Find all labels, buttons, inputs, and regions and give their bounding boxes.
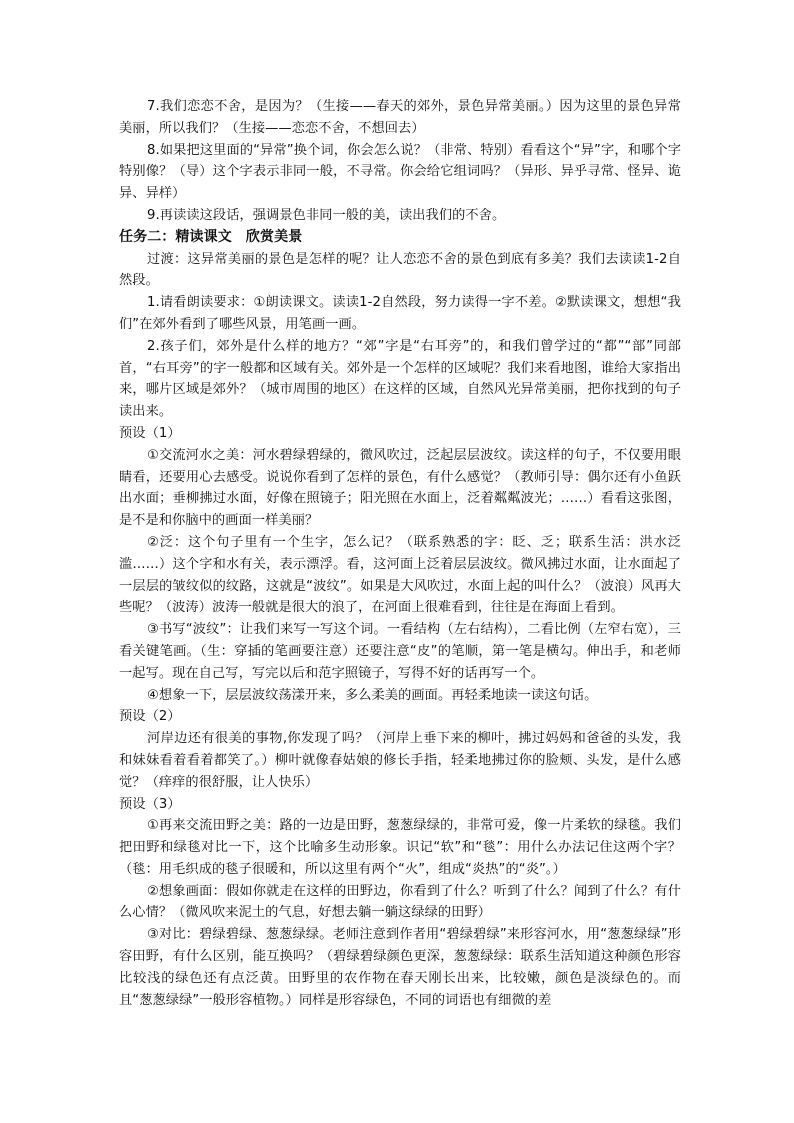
paragraph-9: 9.再读读这段话，强调景色非同一般的美，读出我们的不舍。 bbox=[147, 207, 506, 223]
preset-label-3: 预设（3） bbox=[119, 796, 181, 812]
writing-wenwen-paragraph: ③书写“波纹”：让我们来写一写这个词。一看结构（左右结构），二看比例（左窄右宽），三看关键笔画。（生：穿插的笔画要注意）还要注意“皮”的笔顺，第一笔是横勾。伸出手，和老师一起写。现在自己写，写完以后和范字照镜子，写得不好的话再写一个。 bbox=[119, 622, 681, 681]
imagine-ripples-paragraph: ④想象一下，层层波纹荡漾开来，多么柔美的画面。再轻柔地读一读这句话。 bbox=[147, 687, 598, 703]
preset-label-1: 预设（1） bbox=[119, 425, 181, 441]
imagine-scene-paragraph: ②想象画面：假如你就走在这样的田野边，你看到了什么？听到了什么？闻到了什么？有什么心情？（微风吹来泥土的气息，好想去躺一躺这绿绿的田野） bbox=[119, 883, 681, 921]
reading-requirement-paragraph: 1.请看朗读要求：①朗读课文。读读1-2自然段，努力读得一字不差。②默读课文，想想“我们”在郊外看到了哪些风景，用笔画一画。 bbox=[119, 295, 681, 332]
transition-paragraph: 过渡：这异常美丽的景色是怎样的呢？让人恋恋不舍的景色到底有多美？我们去读读1-2自然段。 bbox=[119, 251, 681, 289]
document-page bbox=[119, 96, 681, 1011]
task-two-heading: 任务二：精读课文 欣赏美景 bbox=[119, 228, 303, 245]
paragraph-7: 7.我们恋恋不舍，是因为？（生接——春天的郊外，景色异常美丽。）因为这里的景色异常美丽，所以我们？（生接——恋恋不舍，不想回去） bbox=[119, 99, 681, 136]
field-beauty-paragraph: ①再来交流田野之美：路的一边是田野，葱葱绿绿的，非常可爱，像一片柔软的绿毯。我们把田野和绿毯对比一下，这个比喻多生动形象。识记“软”和“毯”：用什么办法记住这两个字？（毯：用毛织成的毯子很暖和，所以这里有两个“火”，组成“炎热”的“炎”。） bbox=[119, 818, 681, 877]
riverbank-paragraph: 河岸边还有很美的事物,你发现了吗？（河岸上垂下来的柳叶，拂过妈妈和爸爸的头发，我和妹妹看着看着都笑了。）柳叶就像春姑娘的修长手指，轻柔地拂过你的脸颊、头发，是什么感觉？（痒痒的很舒服，让人快乐） bbox=[119, 731, 681, 790]
paragraph-8: 8.如果把这里面的“异常”换个词，你会怎么说？（非常、特别）看看这个“异”字，和哪个字特别像？（导）这个字表示非同一般，不寻常。你会给它组词吗？（异形、异乎寻常、怪异、诡异、异样） bbox=[119, 142, 681, 202]
river-beauty-paragraph: ①交流河水之美：河水碧绿碧绿的，微风吹过，泛起层层波纹。读这样的句子，不仅要用眼睛看，还要用心去感受。说说你看到了怎样的景色，有什么感觉？（教师引导：偶尔还有小鱼跃出水面；垂柳拂过水面，好像在照镜子；阳光照在水面上，泛着粼粼波光；……）看看这张图，是不是和你脑中的画面一样美丽？ bbox=[119, 447, 681, 529]
suburb-paragraph: 2.孩子们，郊外是什么样的地方？“郊”字是“右耳旁”的，和我们曾学过的“都”“部”同部首，“右耳旁”的字一般都和区域有关。郊外是一个怎样的区域呢？我们来看地图，谁给大家指出来，哪片区域是郊外？（城市周围的地区）在这样的区域，自然风光异常美丽，把你找到的句子读出来。 bbox=[119, 338, 681, 420]
preset-label-2: 预设（2） bbox=[119, 709, 181, 725]
comparison-paragraph: ③对比：碧绿碧绿、葱葱绿绿。老师注意到作者用“碧绿碧绿”来形容河水，用“葱葱绿绿”形容田野，有什么区别，能互换吗？（碧绿碧绿颜色更深，葱葱绿绿：联系生活知道这种颜色形容比较浅的绿色还有点泛黄。田野里的农作物在春天刚长出来，比较嫩，颜色是淡绿色的。而且“葱葱绿绿”一般形容植物。）同样是形容绿色，不同的词语也有细微的差 bbox=[119, 927, 681, 1008]
fan-character-paragraph: ②泛：这个句子里有一个生字，怎么记？（联系熟悉的字：眨、乏；联系生活：洪水泛滥……）这个字和水有关，表示漂浮。看，这河面上泛着层层波纹。微风拂过水面，让水面起了一层层的皱纹似的纹路，这就是“波纹”。如果是大风吹过，水面上起的叫什么？（波浪）风再大些呢？（波涛）波涛一般就是很大的浪了，在河面上很难看到，往往是在海面上看到。 bbox=[119, 534, 681, 616]
